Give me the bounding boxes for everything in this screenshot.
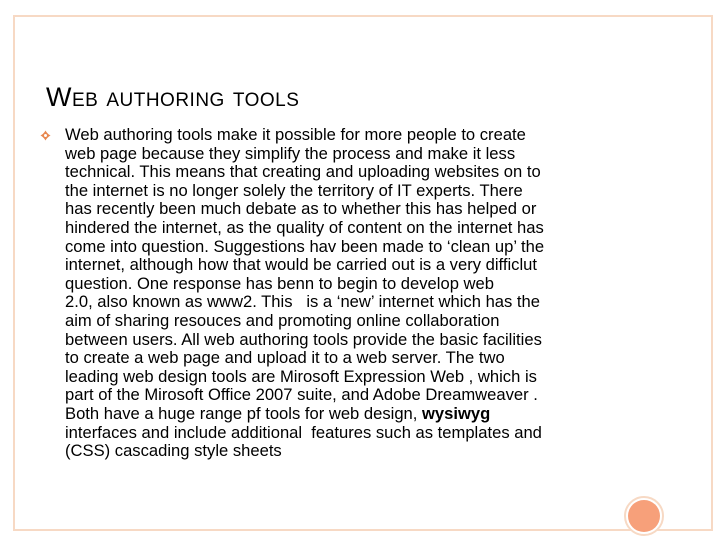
text-line: interfaces and include additional features such as templates and <box>65 422 542 442</box>
text-line: hindered the internet, as the quality of content on the internet has <box>65 217 544 237</box>
text-line: web page because they simplify the process and make it less <box>65 143 516 163</box>
decorative-circle <box>628 500 660 532</box>
orange-fleuron-bullet-icon <box>40 130 51 141</box>
bullet-item <box>40 126 630 461</box>
text-line: come into question. Suggestions hav been made to ‘clean up’ the <box>65 236 545 256</box>
text-line: between users. All web authoring tools provide the basic facilities <box>65 329 542 349</box>
text-line: the internet is no longer solely the territory of IT experts. There <box>65 180 523 200</box>
text-line: 2.0, also known as www2. This is a ‘new’ internet which has the <box>65 292 540 312</box>
text-line: (CSS) cascading style sheets <box>65 441 282 461</box>
text-line: to create a web page and upload it to a web server. The two <box>65 348 505 368</box>
slide-body <box>40 126 630 461</box>
text-line: internet, although how that would be carried out is a very difficlut <box>65 255 537 275</box>
text-line: technical. This means that creating and uploading websites on to <box>65 162 541 182</box>
text-line: aim of sharing resouces and promoting online collaboration <box>65 310 500 330</box>
slide-title: Web authoring tools <box>46 82 300 112</box>
bullet-paragraph <box>65 126 630 461</box>
text-line: has recently been much debate as to whether this has helped or <box>65 199 537 219</box>
text-line: leading web design tools are Mirosoft Expression Web , which is <box>65 366 537 386</box>
text-line: Web authoring tools make it possible for more people to create <box>65 125 526 144</box>
bold-term-wysiwyg: wysiwyg <box>422 403 491 423</box>
text-line: question. One response has benn to begin to develop web <box>65 273 494 293</box>
text-line: part of the Mirosoft Office 2007 suite, and Adobe Dreamweaver . <box>65 385 538 405</box>
text-line-with-bold <box>65 405 630 424</box>
text-segment: Both have a huge range pf tools for web design, <box>65 403 423 423</box>
